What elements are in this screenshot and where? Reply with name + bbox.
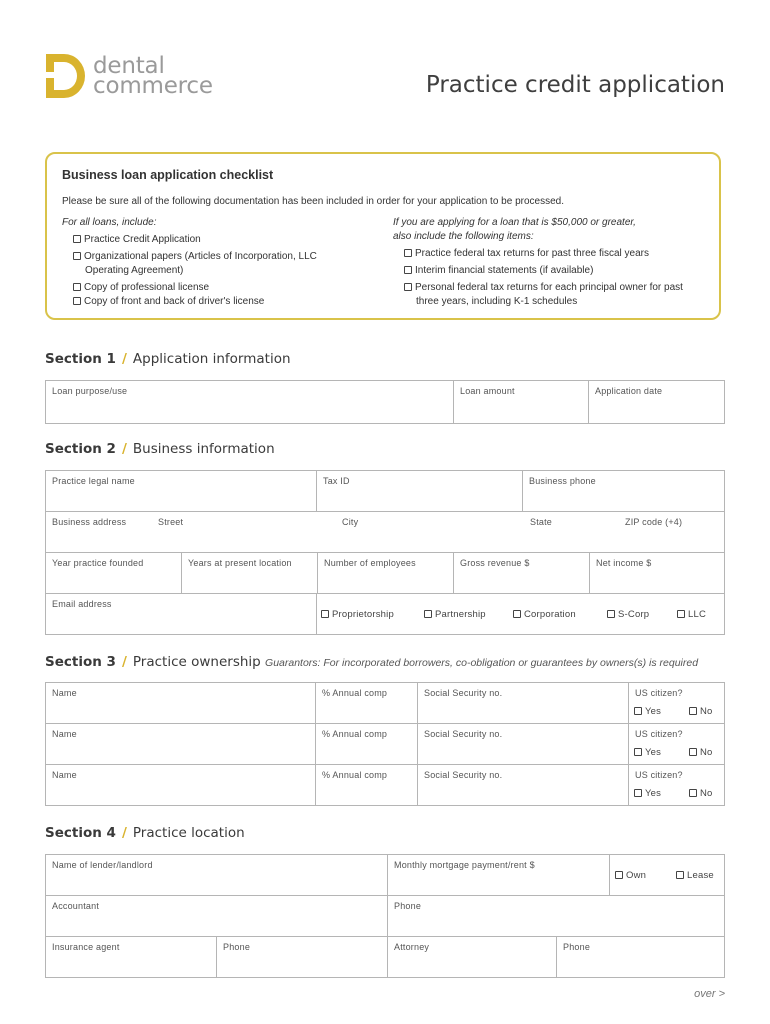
section4-heading: Section 4 / Practice location	[45, 825, 245, 841]
checkbox[interactable]	[634, 748, 642, 756]
us-citizen-field: US citizen? Yes No	[629, 683, 725, 724]
citizen-no-option[interactable]: No	[689, 706, 713, 717]
business-address-field[interactable]: Business address Street City State ZIP code (+4)	[46, 512, 725, 553]
tax-id-field[interactable]: Tax ID	[317, 471, 523, 512]
dental-commerce-logo-icon	[44, 52, 88, 100]
insurance-agent-field[interactable]: Insurance agent	[46, 937, 217, 978]
net-income-field[interactable]: Net income $	[590, 553, 725, 594]
brand-name-line2: commerce	[93, 73, 213, 99]
checklist-box	[45, 152, 721, 320]
over-indicator: over >	[694, 988, 725, 1000]
checklist-right-column	[393, 216, 703, 309]
checklist-right-header-2: also include the following items:	[393, 231, 534, 242]
section4-table-top	[45, 854, 725, 896]
annual-comp-field[interactable]: % Annual comp	[316, 765, 418, 806]
citizen-yes-option[interactable]: Yes	[634, 788, 661, 799]
checklist-intro: Please be sure all of the following documentation has been included in order for your application to be processed.	[62, 196, 564, 207]
section3-heading: Section 3 / Practice ownership Guarantors: For incorporated borrowers, co-obligation or guarantees by owners(s) is required	[45, 654, 699, 670]
loan-purpose-field[interactable]: Loan purpose/use	[46, 381, 454, 424]
section2-table-bottom	[45, 593, 725, 635]
annual-comp-field[interactable]: % Annual comp	[316, 724, 418, 765]
owner-name-field[interactable]: Name	[46, 683, 316, 724]
slash-divider: /	[121, 351, 127, 367]
checkbox[interactable]	[424, 610, 432, 618]
owner-row	[46, 683, 725, 724]
checkbox[interactable]	[73, 297, 81, 305]
checklist-item[interactable]: Practice Credit Application	[73, 233, 362, 247]
checkbox[interactable]	[677, 610, 685, 618]
brand-name-line1: dental	[93, 53, 165, 79]
business-phone-field[interactable]: Business phone	[523, 471, 725, 512]
checklist-item[interactable]: Copy of front and back of driver's license	[73, 295, 362, 309]
checkbox[interactable]	[689, 748, 697, 756]
years-at-location-field[interactable]: Years at present location	[182, 553, 318, 594]
entity-option-partnership[interactable]: Partnership	[424, 609, 486, 620]
section2-table-top	[45, 470, 725, 553]
application-date-field[interactable]: Application date	[589, 381, 725, 424]
practice-legal-name-field[interactable]: Practice legal name	[46, 471, 317, 512]
checklist-left-column	[62, 216, 362, 309]
annual-comp-field[interactable]: % Annual comp	[316, 683, 418, 724]
accountant-field[interactable]: Accountant	[46, 896, 388, 937]
owner-row	[46, 724, 725, 765]
checklist-item[interactable]: Interim financial statements (if available)	[404, 264, 703, 278]
citizen-no-option[interactable]: No	[689, 747, 713, 758]
citizen-no-option[interactable]: No	[689, 788, 713, 799]
checkbox[interactable]	[634, 789, 642, 797]
checkbox[interactable]	[73, 235, 81, 243]
checklist-right-header-1: If you are applying for a loan that is $50,000 or greater,	[393, 217, 636, 228]
checklist-item[interactable]: Copy of professional license	[73, 281, 362, 295]
checkbox[interactable]	[689, 707, 697, 715]
email-address-field[interactable]: Email address	[46, 594, 317, 635]
section4-table-mid	[45, 895, 725, 937]
ssn-field[interactable]: Social Security no.	[418, 724, 629, 765]
citizen-yes-option[interactable]: Yes	[634, 706, 661, 717]
own-lease-group	[610, 855, 725, 896]
loan-amount-field[interactable]: Loan amount	[454, 381, 589, 424]
us-citizen-field: US citizen? Yes No	[629, 765, 725, 806]
own-option[interactable]: Own	[615, 870, 646, 881]
checkbox[interactable]	[513, 610, 521, 618]
checkbox[interactable]	[73, 283, 81, 291]
section1-table	[45, 380, 725, 424]
checkbox[interactable]	[73, 252, 81, 260]
checkbox[interactable]	[404, 266, 412, 274]
owner-row	[46, 765, 725, 806]
checkbox[interactable]	[404, 283, 412, 291]
year-founded-field[interactable]: Year practice founded	[46, 553, 182, 594]
slash-divider: /	[121, 441, 127, 457]
section1-heading: Section 1 / Application information	[45, 351, 291, 367]
checkbox[interactable]	[321, 610, 329, 618]
checklist-item[interactable]: Practice federal tax returns for past three fiscal years	[404, 247, 703, 261]
lender-landlord-field[interactable]: Name of lender/landlord	[46, 855, 388, 896]
checkbox[interactable]	[404, 249, 412, 257]
checkbox[interactable]	[615, 871, 623, 879]
checkbox[interactable]	[607, 610, 615, 618]
insurance-phone-field[interactable]: Phone	[217, 937, 388, 978]
section3-note: Guarantors: For incorporated borrowers, co-obligation or guarantees by owners(s) is required	[265, 657, 699, 669]
section3-table	[45, 682, 725, 806]
citizen-yes-option[interactable]: Yes	[634, 747, 661, 758]
checklist-title: Business loan application checklist	[62, 168, 274, 182]
checklist-item[interactable]: Organizational papers (Articles of Incorporation, LLC Operating Agreement)	[73, 250, 360, 278]
checkbox[interactable]	[676, 871, 684, 879]
checkbox[interactable]	[689, 789, 697, 797]
entity-option-s-corp[interactable]: S-Corp	[607, 609, 649, 620]
page-title: Practice credit application	[425, 72, 725, 98]
checklist-item[interactable]: Personal federal tax returns for each principal owner for past three years, including K-1 schedules	[404, 281, 701, 309]
attorney-phone-field[interactable]: Phone	[557, 937, 725, 978]
checkbox[interactable]	[634, 707, 642, 715]
accountant-phone-field[interactable]: Phone	[388, 896, 725, 937]
attorney-field[interactable]: Attorney	[388, 937, 557, 978]
entity-type-group	[317, 594, 725, 635]
slash-divider: /	[121, 825, 127, 841]
ssn-field[interactable]: Social Security no.	[418, 765, 629, 806]
monthly-payment-field[interactable]: Monthly mortgage payment/rent $	[388, 855, 610, 896]
lease-option[interactable]: Lease	[676, 870, 714, 881]
entity-option-llc[interactable]: LLC	[677, 609, 706, 620]
section4-table-bottom	[45, 936, 725, 978]
entity-option-corporation[interactable]: Corporation	[513, 609, 576, 620]
brand-name	[93, 53, 213, 99]
owner-name-field[interactable]: Name	[46, 765, 316, 806]
checklist-left-header: For all loans, include:	[62, 217, 157, 228]
section2-heading: Section 2 / Business information	[45, 441, 275, 457]
entity-option-proprietorship[interactable]: Proprietorship	[321, 609, 394, 620]
section2-table-mid	[45, 552, 725, 594]
ssn-field[interactable]: Social Security no.	[418, 683, 629, 724]
us-citizen-field: US citizen? Yes No	[629, 724, 725, 765]
slash-divider: /	[121, 654, 127, 670]
gross-revenue-field[interactable]: Gross revenue $	[454, 553, 590, 594]
owner-name-field[interactable]: Name	[46, 724, 316, 765]
number-of-employees-field[interactable]: Number of employees	[318, 553, 454, 594]
